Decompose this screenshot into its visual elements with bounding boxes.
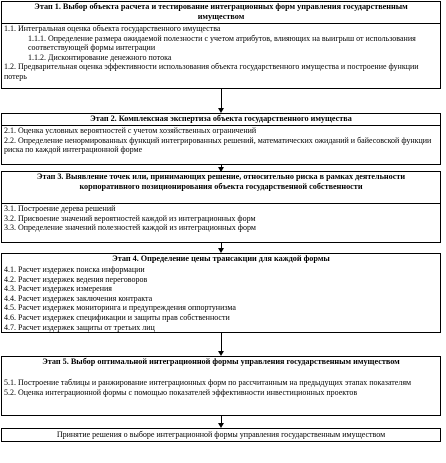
stage-3-item-1: 3.1. Построение дерева решений [4, 204, 116, 213]
stage-2-title: Этап 2. Комплексная экспертиза объекта государственного имущества [2, 114, 440, 126]
stage-4-item-6: 4.6. Расчет издержек спецификации и защиты прав собственности [4, 312, 230, 322]
arrow-1-2 [221, 89, 222, 109]
stage-4-item-3: 4.3. Расчет издержек измерения [4, 284, 112, 294]
stage-3-box [1, 171, 441, 243]
stage-4-item-4: 4.4. Расчет издержек заключения контракта [4, 293, 153, 303]
stage-2-item-2: 2.2. Определение ненормированных функций интегрированных решений, математических ожиданий и байесовской функции риска по каждой интеграционной форме [4, 135, 432, 155]
stage-4-item-5: 4.5. Расчет издержек мониторинга и предупреждения оппортунизма [4, 303, 236, 313]
stage-3-items [2, 204, 440, 233]
stage-4-item-2: 4.2. Расчет издержек ведения переговоров [4, 274, 148, 284]
stage-1-item-1: 1.1. Интегральная оценка объекта государственного имущества [4, 24, 221, 33]
stage-1-item-1-2: 1.1.2. Дисконтирование денежного потока [28, 52, 172, 62]
arrow-4-5 [221, 333, 222, 352]
stage-4-item-7: 4.7. Расчет издержек защиты от третьих лиц [4, 322, 155, 332]
stage-1-title: Этап 1. Выбор объекта расчета и тестирование интеграционных форм управления государственным имуществом [2, 2, 440, 24]
stage-1-box [1, 1, 441, 89]
stage-1-item-1-1: 1.1.1. Определение размера ожидаемой полезности с учетом атрибутов, влияющих на выигрыш от использования соответствующей формы интеграции [28, 33, 416, 53]
stage-5-item-2: 5.2. Оценка интеграционной формы с помощью показателей эффективности инвестиционных проектов [4, 387, 358, 397]
stage-5-item-1: 5.1. Построение таблицы и ранжирование интеграционных форм по рассчитанным на предыдущих этапах показателям [4, 378, 412, 387]
stage-3-item-2: 3.2. Присвоение значений вероятностей каждой из интеграционных форм [4, 213, 256, 223]
stage-5-box [1, 356, 441, 416]
stage-4-item-1: 4.1. Расчет издержек поиска информации [4, 265, 145, 274]
stage-2-item-1: 2.1. Оценка условных вероятностей с учетом хозяйственных ограничений [4, 126, 257, 135]
stage-4-box [1, 253, 441, 333]
stage-1-items [2, 24, 440, 82]
stage-4-title: Этап 4. Определение цены трансакции для каждой формы [112, 254, 330, 263]
stage-5-items [2, 378, 440, 397]
final-decision-box [1, 428, 441, 442]
stage-3-item-3: 3.3. Определение значений полезностей каждой из интеграционных форм [4, 223, 256, 233]
stage-4-items [2, 265, 440, 332]
stage-2-box [1, 113, 441, 165]
stage-2-items [2, 126, 440, 155]
stage-1-item-2: 1.2. Предварительная оценка эффективности использования объекта государственного имущества и построение функции потерь [4, 62, 419, 81]
final-decision-text: Принятие решения о выборе интеграционной формы управления государственным имуществом [56, 430, 386, 439]
stage-3-title: Этап 3. Выявление точек или, принимающих решение, относительно риска в рамках деятельности корпоративного позиционирования объекта государственной собственности [2, 172, 440, 204]
stage-5-title: Этап 5. Выбор оптимальной интеграционной формы управления государственным имуществом [42, 357, 400, 366]
